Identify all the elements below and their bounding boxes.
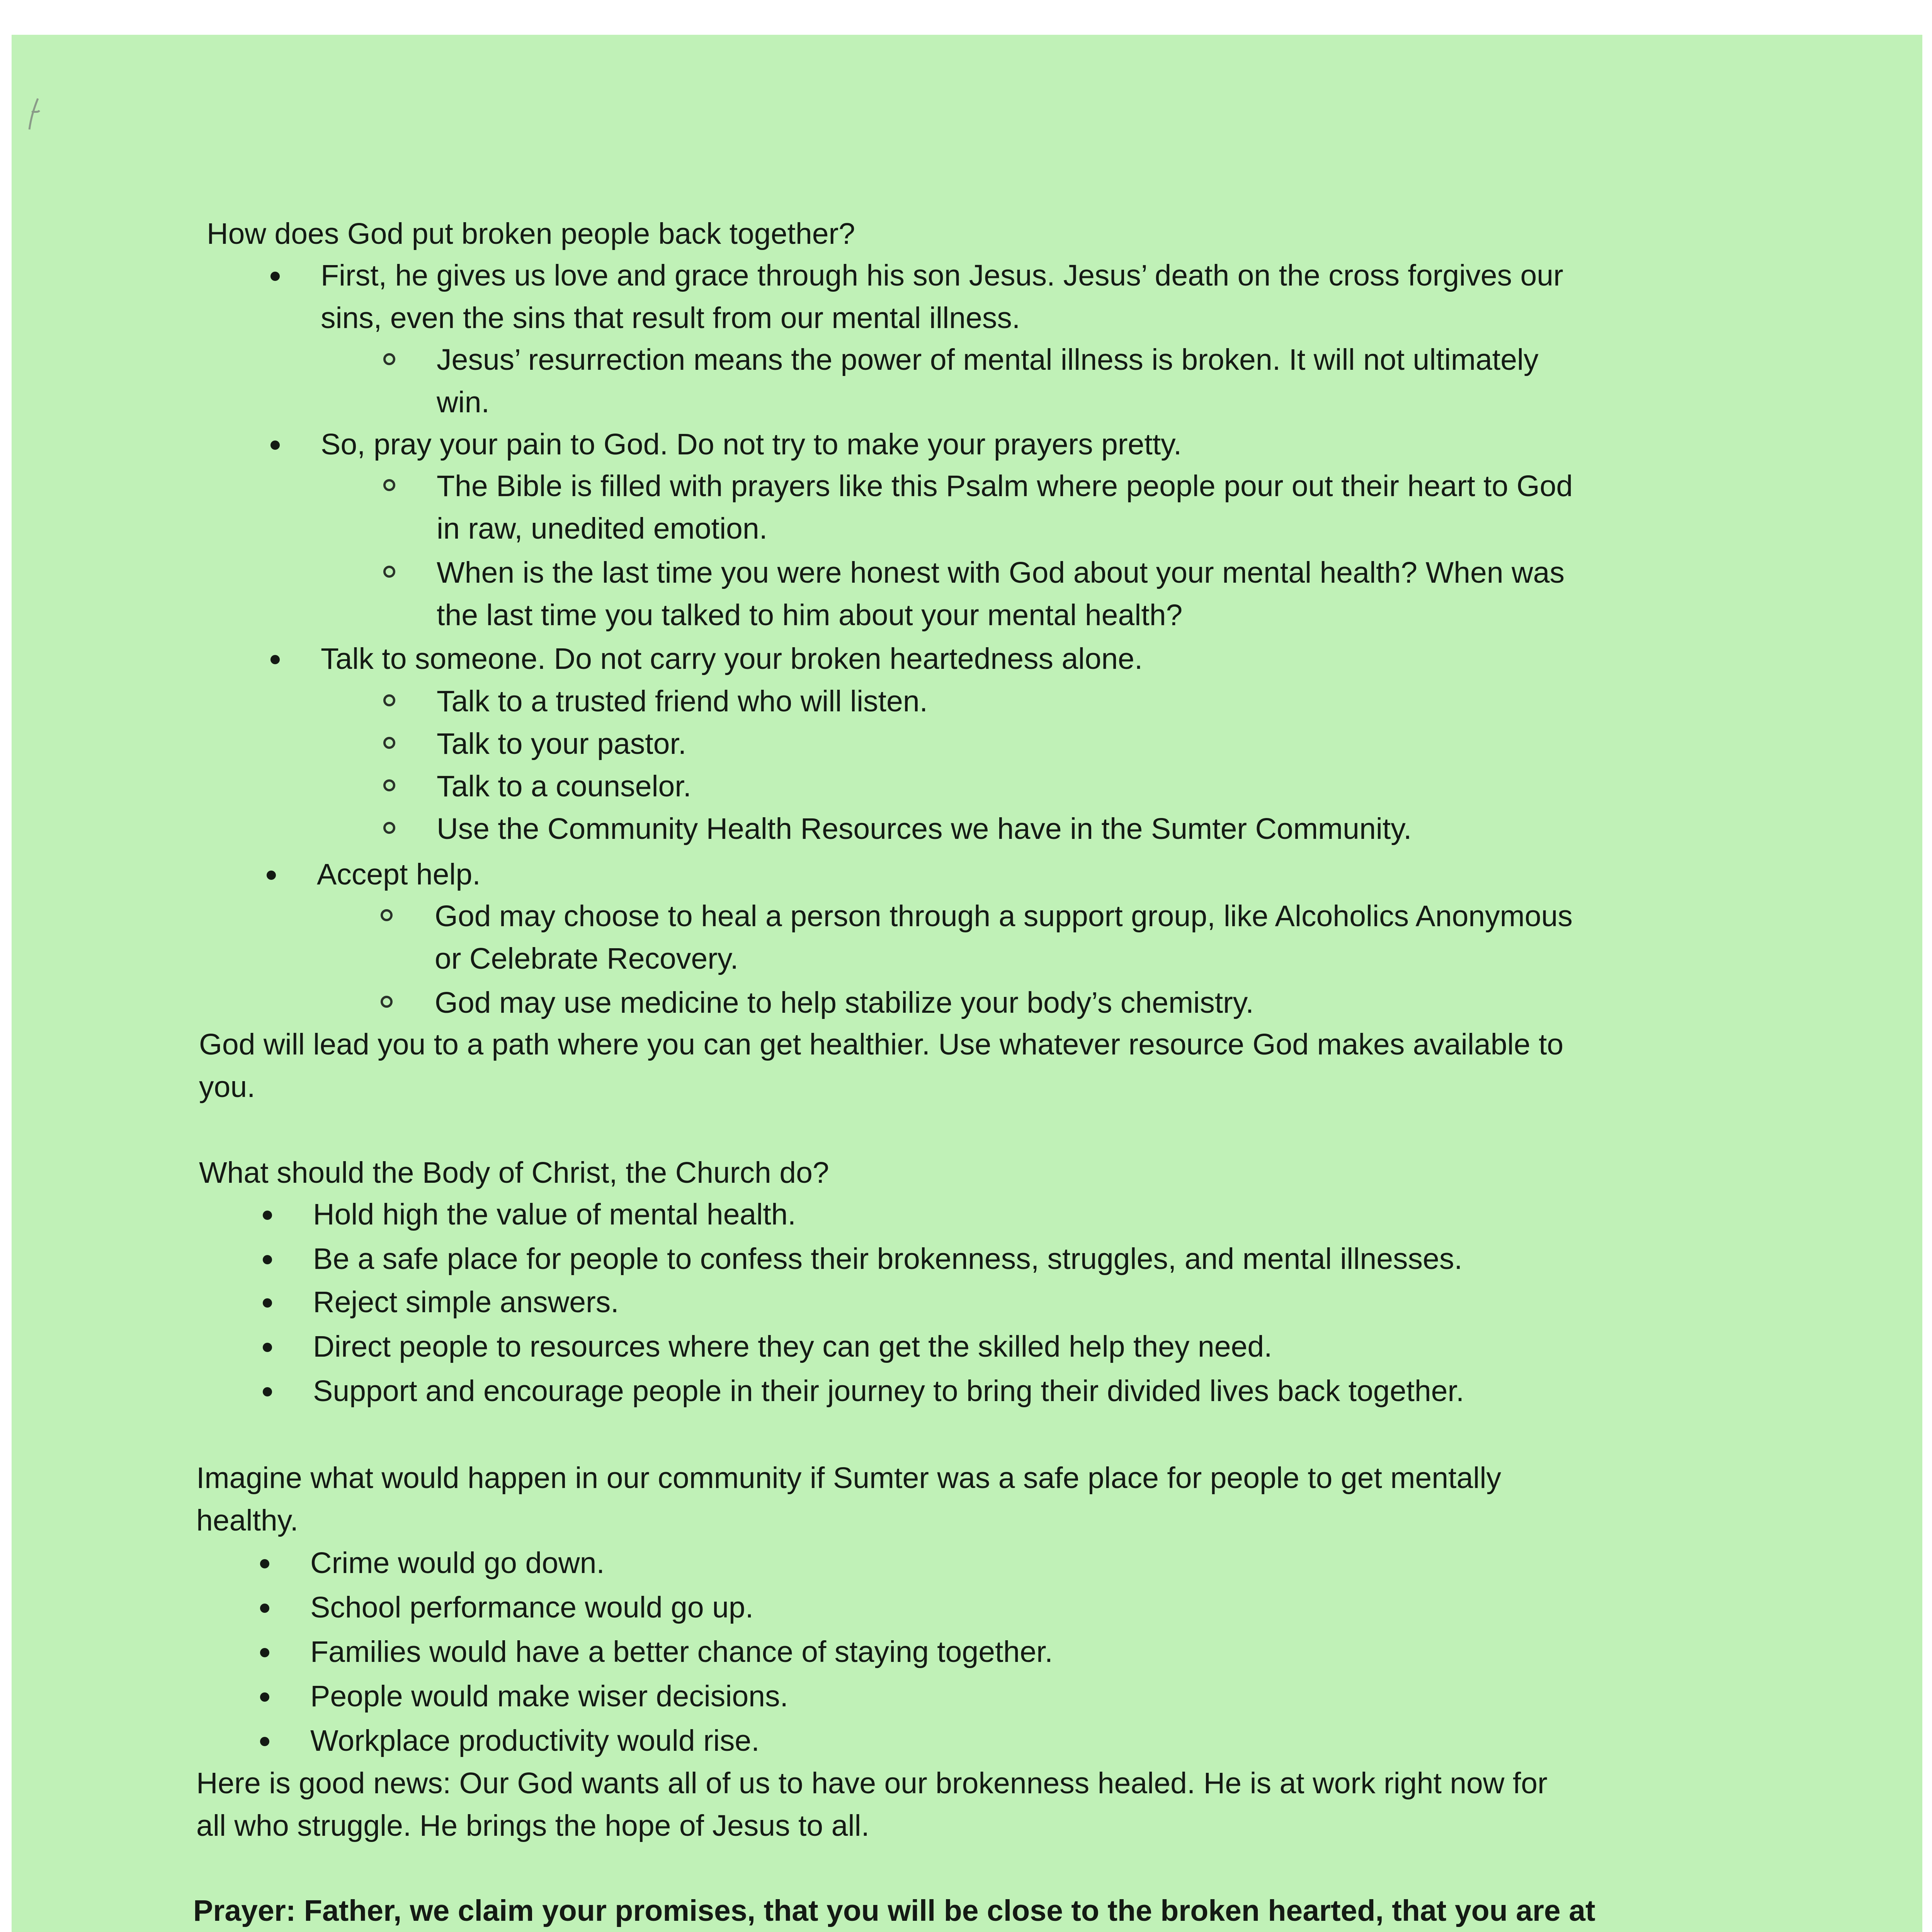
sub-bullet-icon (383, 479, 395, 491)
sub-bullet-icon (383, 737, 395, 749)
sub-bullet-icon (381, 996, 393, 1008)
document-page (12, 35, 1922, 1932)
sub-item-line: Jesus’ resurrection means the power of mental illness is broken. It will not ultimately (437, 343, 1539, 376)
sub-item-line: Talk to a counselor. (437, 770, 692, 803)
list-item-line: Accept help. (317, 858, 481, 891)
list-item: School performance would go up. (310, 1591, 754, 1624)
closing-line: God will lead you to a path where you can get healthier. Use whatever resource God makes available to (199, 1028, 1564, 1061)
sub-bullet-icon (383, 566, 395, 578)
bullet-icon (260, 1604, 269, 1613)
list-item: Direct people to resources where they can get the skilled help they need. (313, 1330, 1272, 1363)
sub-bullet-icon (383, 822, 395, 834)
document-body (12, 35, 1922, 1932)
sub-item-line: Talk to your pastor. (437, 727, 687, 760)
sub-item-line: Use the Community Health Resources we have in the Sumter Community. (437, 812, 1412, 845)
bullet-icon (263, 1343, 272, 1352)
bullet-icon (260, 1737, 269, 1746)
bullet-icon (263, 1255, 272, 1264)
list-item: Hold high the value of mental health. (313, 1198, 796, 1231)
list-item: Support and encourage people in their journey to bring their divided lives back together. (313, 1374, 1464, 1408)
bullet-icon (270, 272, 280, 281)
sub-item-line: The Bible is filled with prayers like this Psalm where people pour out their heart to God (437, 469, 1573, 503)
bullet-icon (263, 1387, 272, 1396)
list-item: Reject simple answers. (313, 1286, 619, 1319)
list-item: Workplace productivity would rise. (310, 1724, 760, 1757)
list-item-line: Talk to someone. Do not carry your broken heartedness alone. (321, 642, 1143, 675)
list-item-line: sins, even the sins that result from our mental illness. (321, 301, 1020, 335)
bullet-icon (263, 1298, 272, 1308)
closing-line: you. (199, 1070, 255, 1104)
list-item-line: First, he gives us love and grace through his son Jesus. Jesus’ death on the cross forgives our (321, 259, 1563, 292)
prayer-line: Prayer: Father, we claim your promises, that you will be close to the broken hearted, that you are at (193, 1894, 1595, 1927)
sub-item-line: in raw, unedited emotion. (437, 512, 768, 545)
list-item: People would make wiser decisions. (310, 1680, 788, 1713)
bullet-icon (260, 1559, 269, 1568)
list-item: Crime would go down. (310, 1546, 605, 1580)
intro-line: Imagine what would happen in our community if Sumter was a safe place for people to get mentally (196, 1461, 1501, 1495)
sub-bullet-icon (383, 353, 395, 365)
sub-item-line: When is the last time you were honest with God about your mental health? When was (437, 556, 1565, 589)
sub-bullet-icon (381, 909, 393, 921)
bullet-icon (270, 440, 280, 450)
sub-item-line: or Celebrate Recovery. (435, 942, 739, 975)
bullet-icon (260, 1692, 269, 1702)
sub-item-line: the last time you talked to him about your mental health? (437, 599, 1183, 632)
list-item: Be a safe place for people to confess their brokenness, struggles, and mental illnesses. (313, 1242, 1463, 1276)
sub-item-line: God may use medicine to help stabilize your body’s chemistry. (435, 986, 1254, 1019)
bullet-icon (263, 1211, 272, 1220)
bullet-icon (270, 655, 280, 664)
bullet-icon (260, 1648, 269, 1657)
sub-item-line: God may choose to heal a person through a support group, like Alcoholics Anonymous (435, 900, 1573, 933)
section2-heading: What should the Body of Christ, the Church do? (199, 1156, 829, 1189)
intro-line: healthy. (196, 1504, 298, 1537)
section1-heading: How does God put broken people back together? (207, 217, 855, 250)
list-item-line: So, pray your pain to God. Do not try to make your prayers pretty. (321, 428, 1182, 461)
sub-item-line: Talk to a trusted friend who will listen. (437, 685, 928, 718)
closing-line: all who struggle. He brings the hope of Jesus to all. (196, 1809, 870, 1842)
sub-bullet-icon (383, 779, 395, 791)
bullet-icon (267, 871, 276, 880)
closing-line: Here is good news: Our God wants all of us to have our brokenness healed. He is at work right now for (196, 1767, 1548, 1800)
list-item: Families would have a better chance of staying together. (310, 1635, 1053, 1668)
sub-item-line: win. (437, 386, 490, 419)
sub-bullet-icon (383, 694, 395, 706)
